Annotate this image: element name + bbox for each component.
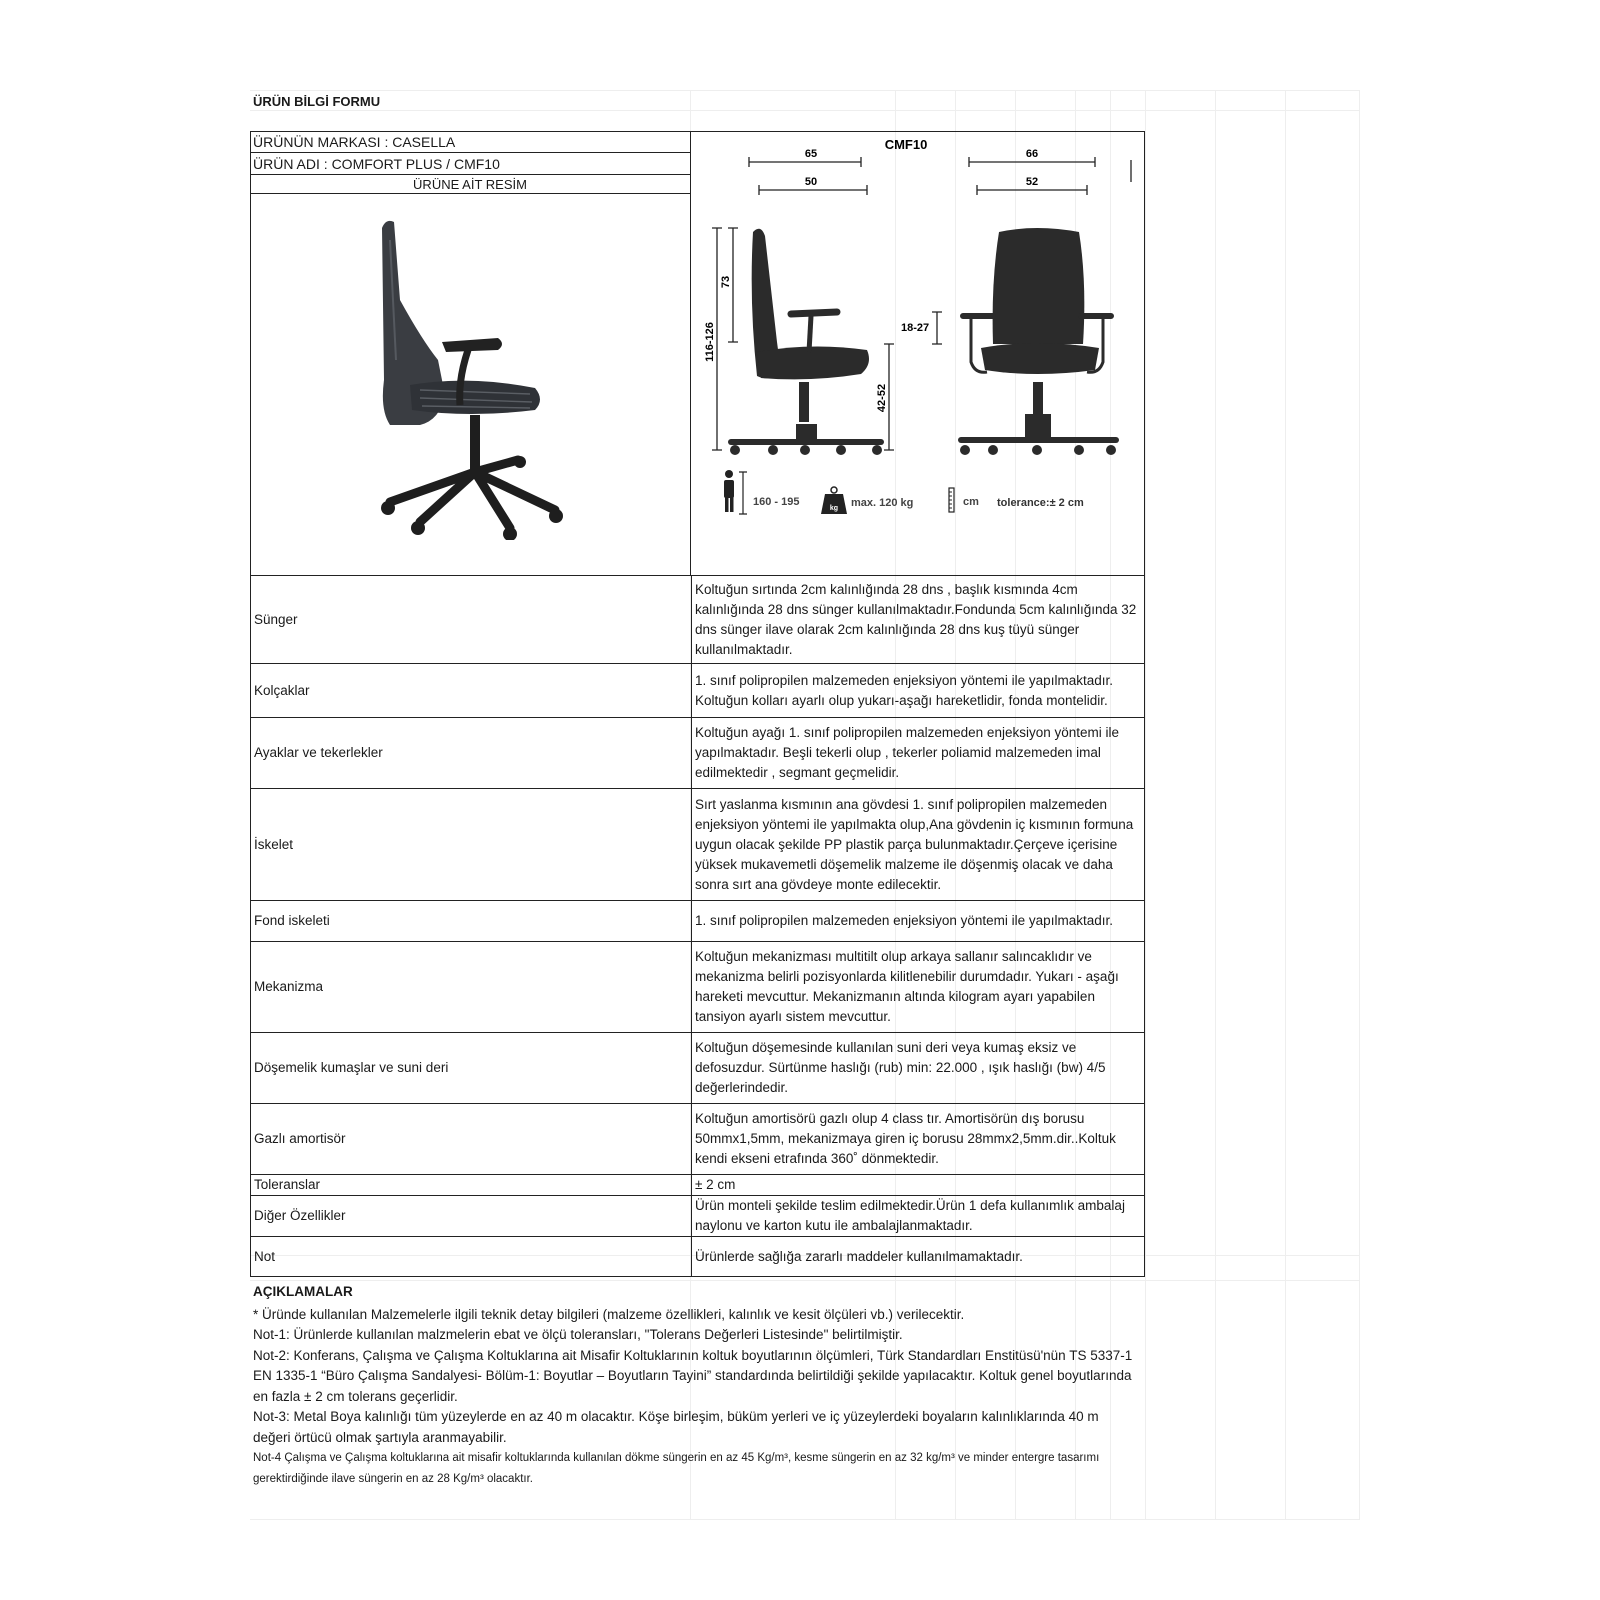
spec-value: Ürünlerde sağlığa zararlı maddeler kullanılmamaktadır. <box>692 1237 1145 1277</box>
notes-heading: AÇIKLAMALAR <box>253 1284 353 1299</box>
brand-line: ÜRÜNÜN MARKASI : CASELLA <box>250 131 690 153</box>
user-height: 160 - 195 <box>753 496 800 508</box>
spec-table <box>250 575 1145 1277</box>
spec-value: Koltuğun ayağı 1. sınıf polipropilen malzemeden enjeksiyon yöntemi ile yapılmaktadır. Beşli tekerli olup , tekerler poliamid malzemeden imal edilmektedir , segmant geçmelidir. <box>692 718 1145 789</box>
product-info-sheet <box>250 90 1360 1520</box>
spec-label: Ayaklar ve tekerlekler <box>251 718 692 789</box>
note-item: Not-1: Ürünlerde kullanılan malzmelerin ebat ve ölçü toleransları, "Tolerans Değerleri Listesinde" belirtilmiştir. <box>253 1327 903 1342</box>
grid-line <box>250 1519 1360 1520</box>
spec-label: Döşemelik kumaşlar ve suni deri <box>251 1033 692 1104</box>
note-item: Not-2: Konferans, Çalışma ve Çalışma Koltuklarına ait Misafir Koltuklarının koltuk boyutlarının ölçümleri, Türk Standardları Enstitüsü'nün TS 5337-1 EN 1335-1 “Büro Çalışma Sandalyesi- Bölüm-1: Boyutlar – Boyutların Tayini” standardında belirtildiği şekilde yapılacaktır. Koltuk genel boyutlarında en fazla ± 2 cm tolerans geçerlidir. <box>253 1347 1133 1404</box>
spec-label: Fond iskeleti <box>251 901 692 942</box>
table-row <box>251 1033 1145 1104</box>
spec-value: 1. sınıf polipropilen malzemeden enjeksiyon yöntemi ile yapılmaktadır. <box>692 901 1145 942</box>
grid-line <box>250 110 1360 111</box>
table-row <box>251 1237 1145 1277</box>
grid-line <box>1359 90 1360 1520</box>
spec-label: Sünger <box>251 576 692 664</box>
table-row <box>251 664 1145 718</box>
unit-label: cm <box>963 496 979 508</box>
spec-value: 1. sınıf polipropilen malzemeden enjeksiyon yöntemi ile yapılmaktadır. Koltuğun kolları ayarlı olup yukarı-aşağı hareketlidir, fonda montelidir. <box>692 664 1145 718</box>
grid-line <box>250 1280 1360 1281</box>
note-item: * Üründe kullanılan Malzemelerle ilgili teknik detay bilgileri (malzeme özellikleri, kalınlık ve kesit ölçüleri vb.) verilecektir. <box>253 1306 965 1322</box>
dim-total-height: 116-126 <box>704 322 716 362</box>
dim-front-inner: 52 <box>1025 176 1039 188</box>
dim-width-outer: 65 <box>804 148 818 160</box>
model-code: CMF10 <box>884 137 928 152</box>
spec-value: ± 2 cm <box>692 1175 1145 1196</box>
spec-label: Toleranslar <box>251 1175 692 1196</box>
chair-photo <box>350 210 590 540</box>
table-row <box>251 1175 1145 1196</box>
table-row <box>251 718 1145 789</box>
grid-line <box>1145 90 1146 1520</box>
table-row <box>251 1104 1145 1175</box>
form-title: ÜRÜN BİLGİ FORMU <box>253 94 381 109</box>
note-item: Not-4 Çalışma ve Çalışma koltuklarına ait misafir koltuklarında kullanılan dökme süngerin en az 45 Kg/m³, kesme süngerin en az 32 kg/m³ ve minder entergre tasarımı gerektirdiğinde ilave süngerin en az 28 Kg/m³ olacaktır. <box>253 1452 1100 1485</box>
grid-line <box>250 90 1360 91</box>
notes-section <box>253 1282 1133 1490</box>
table-row <box>251 789 1145 901</box>
tolerance-label: tolerance:± 2 cm <box>997 497 1084 509</box>
spec-label: Mekanizma <box>251 942 692 1033</box>
spec-value: Sırt yaslanma kısmının ana gövdesi 1. sınıf polipropilen malzemeden enjeksiyon yöntemi ile yapılmakta olup,Ana gövdenin iç kısmının formuna uygun olacak şekilde PP plastik parça bulunmaktadır.Çerçeve içerisine yüksek mukavemetli döşemelik malzeme ile döşenmiş olacak ve daha sonra sırt ana gövdeye monte edilecektir. <box>692 789 1145 901</box>
ruler-icon <box>949 488 954 512</box>
spec-value: Koltuğun amortisörü gazlı olup 4 class tır. Amortisörün dış borusu 50mmx1,5mm, mekanizmaya giren iç borusu 28mmx2,5mm.dir..Koltuk kendi ekseni etrafında 360˚ dönmektedir. <box>692 1104 1145 1175</box>
spec-value: Koltuğun döşemesinde kullanılan suni deri veya kumaş eksiz ve defosuzdur. Sürtünme haslığı (rub) min: 22.000 , ışık haslığı (bw) 4/5 değerlerindedir. <box>692 1033 1145 1104</box>
spec-label: Kolçaklar <box>251 664 692 718</box>
spec-value: Koltuğun sırtında 2cm kalınlığında 28 dns , başlık kısmında 4cm kalınlığında 28 dns sünger kullanılmaktadır.Fondunda 5cm kalınlığında 32 dns sünger ilave olarak 2cm kalınlığında 28 dns kuş tüyü sünger kullanılmaktadır. <box>692 576 1145 664</box>
max-weight: max. 120 kg <box>851 497 914 509</box>
product-name-line: ÜRÜN ADI : COMFORT PLUS / CMF10 <box>250 153 690 175</box>
kg-badge: kg <box>829 505 839 512</box>
spec-value: Koltuğun mekanizması multitilt olup arkaya sallanır salıncaklıdır ve mekanizma belirli pozisyonlarda kilitlenebilir durumdadır. Yukarı - aşağı hareketi mevcuttur. Mekanizmanın altında kilogram ayarı yapabilen tansiyon ayarlı sistem mevcuttur. <box>692 942 1145 1033</box>
note-item: Not-3: Metal Boya kalınlığı tüm yüzeylerde en az 40 m olacaktır. Köşe birleşim, büküm yerleri ve iç yüzeylerdeki boyaların kalınlıklarında 40 m değeri örtücü olmak şartıyla aranmayabilir. <box>253 1409 1099 1445</box>
table-row <box>251 901 1145 942</box>
table-row <box>251 1196 1145 1237</box>
spec-label: Diğer Özellikler <box>251 1196 692 1237</box>
spec-label: Not <box>251 1237 692 1277</box>
dim-seat-height: 42-52 <box>876 383 888 413</box>
person-icon <box>724 470 747 514</box>
dim-width-inner: 50 <box>804 176 818 188</box>
dim-back-height: 73 <box>720 275 732 289</box>
dim-front-outer: 66 <box>1025 148 1039 160</box>
table-row <box>251 942 1145 1033</box>
grid-line <box>1285 90 1286 1520</box>
spec-value: Ürün monteli şekilde teslim edilmektedir.Ürün 1 defa kullanımlık ambalaj naylonu ve karton kutu ile ambalajlanmaktadır. <box>692 1196 1145 1237</box>
spec-label: Gazlı amortisör <box>251 1104 692 1175</box>
image-caption: ÜRÜNE AİT RESİM <box>250 176 690 194</box>
spec-label: İskelet <box>251 789 692 901</box>
grid-line <box>1215 90 1216 1520</box>
dim-arm-range: 18-27 <box>901 322 930 334</box>
table-row <box>251 576 1145 664</box>
dimension-diagram <box>691 132 1144 572</box>
